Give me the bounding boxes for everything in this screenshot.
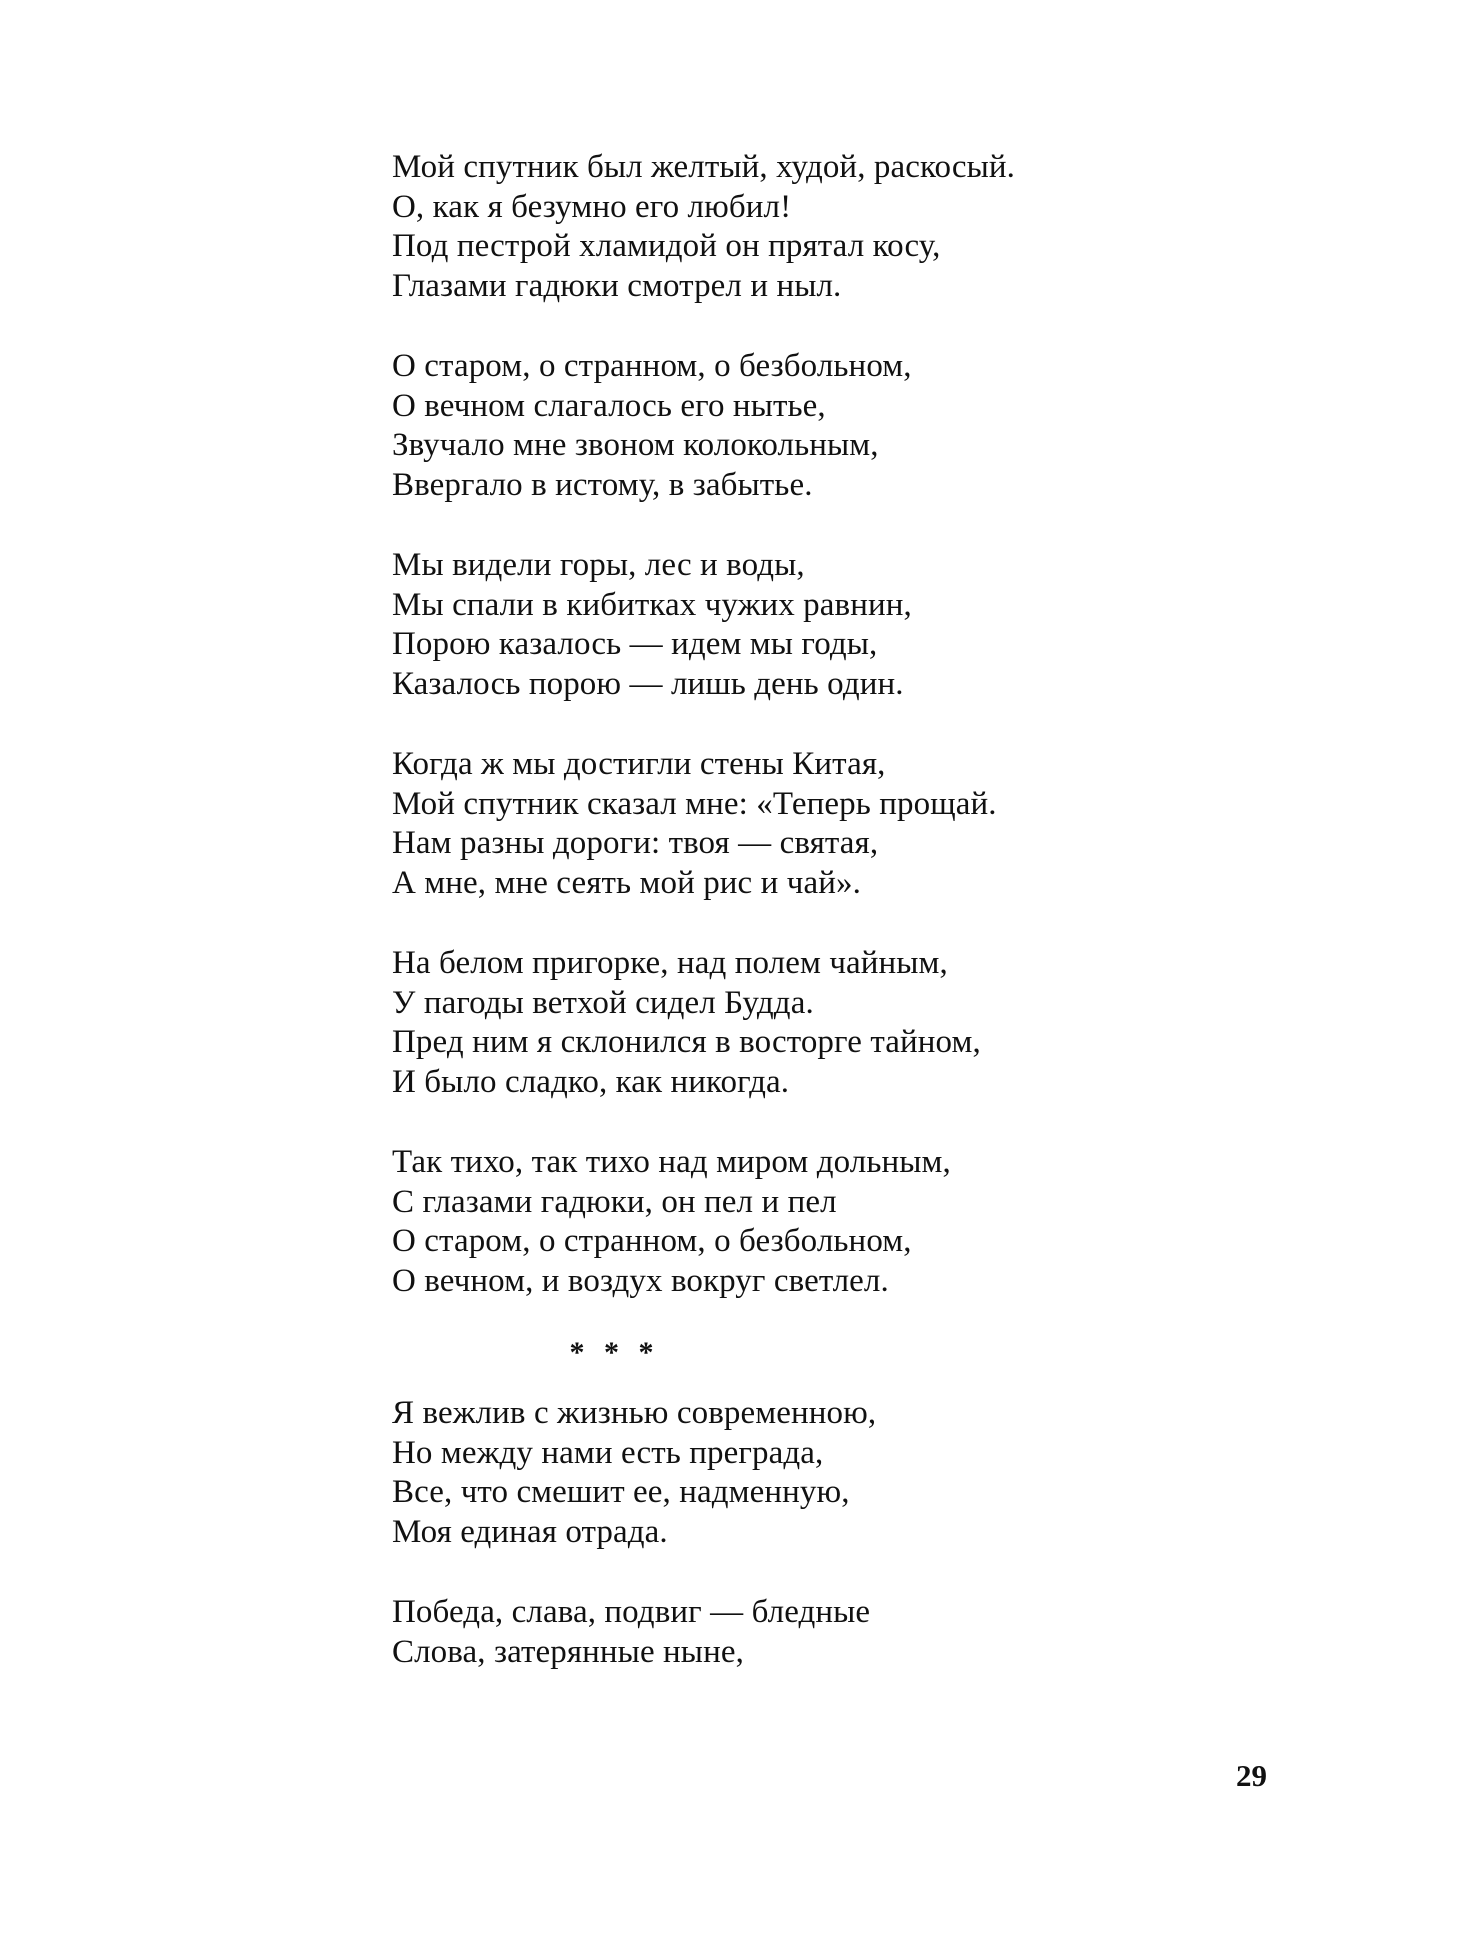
verse-line: И было сладко, как никогда. <box>392 1063 790 1100</box>
verse-line: Мы видели горы, лес и воды, <box>392 547 805 583</box>
page-number: 29 <box>1236 1758 1267 1793</box>
verse-line: Ввергало в истому, в забытье. <box>392 466 813 503</box>
verse-line: Но между нами есть преграда, <box>392 1434 824 1471</box>
poem-separator-asterisks: * * * <box>569 1336 660 1369</box>
verse-line: Нам разны дороги: твоя — святая, <box>392 825 879 861</box>
verse-line: Мой спутник был желтый, худой, раскосый. <box>392 149 1015 185</box>
stanza <box>392 944 1212 1102</box>
verse-line: О вечном, и воздух вокруг светлел. <box>392 1262 889 1299</box>
verse-line: О, как я безумно его любил! <box>392 188 792 225</box>
stanza <box>392 1593 1212 1672</box>
verse-line: Так тихо, так тихо над миром дольным, <box>392 1144 951 1180</box>
verse-line: У пагоды ветхой сидел Будда. <box>392 984 814 1021</box>
verse-line: Мой спутник сказал мне: «Теперь прощай. <box>392 785 997 822</box>
verse-line: Глазами гадюки смотрел и ныл. <box>392 267 842 304</box>
verse-line: А мне, мне сеять мой рис и чай». <box>392 864 861 901</box>
verse-line: О вечном слагалось его нытье, <box>392 387 826 424</box>
stanza <box>392 148 1212 306</box>
verse-line: Под пестрой хламидой он прятал косу, <box>392 228 941 264</box>
verse-line: На белом пригорке, над полем чайным, <box>392 945 948 981</box>
verse-line: О старом, о странном, о безбольном, <box>392 1223 912 1259</box>
stanza <box>392 1394 1212 1552</box>
verse-line: Казалось порою — лишь день один. <box>392 665 904 702</box>
verse-line: О старом, о странном, о безбольном, <box>392 348 912 384</box>
verse-line: Моя единая отрада. <box>392 1513 668 1550</box>
verse-line: Мы спали в кибитках чужих равнин, <box>392 586 912 623</box>
verse-line: Победа, слава, подвиг — бледные <box>392 1594 871 1630</box>
stanza <box>392 347 1212 505</box>
verse-line: Когда ж мы достигли стены Китая, <box>392 746 886 782</box>
verse-line: Слова, затерянные ныне, <box>392 1633 744 1670</box>
verse-line: Пред ним я склонился в восторге тайном, <box>392 1024 981 1060</box>
verse-line: С глазами гадюки, он пел и пел <box>392 1183 837 1220</box>
verse-line: Звучало мне звоном колокольным, <box>392 427 879 463</box>
verse-line: Порою казалось — идем мы годы, <box>392 626 878 662</box>
stanza <box>392 745 1212 903</box>
stanza <box>392 1143 1212 1301</box>
stanza <box>392 546 1212 704</box>
verse-line: Все, что смешит ее, надменную, <box>392 1474 850 1510</box>
poem-text <box>392 148 1212 1713</box>
verse-line: Я вежлив с жизнью современною, <box>392 1395 877 1431</box>
